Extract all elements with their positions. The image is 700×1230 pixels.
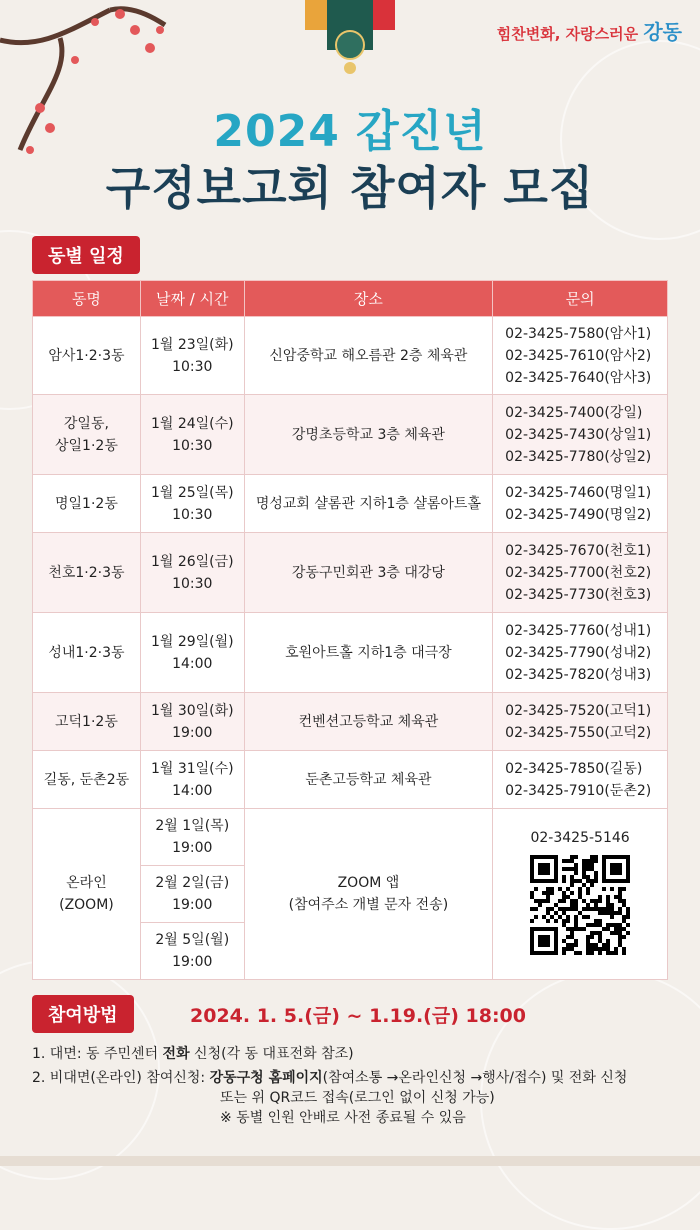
table-row bbox=[33, 693, 668, 751]
logo-name: 강동 bbox=[643, 20, 682, 44]
cell-time: 10:30 bbox=[172, 358, 213, 375]
cell-date: 2월 2일(금) bbox=[155, 875, 230, 891]
logo-slogan: 힘찬변화, 자랑스러운 bbox=[496, 25, 639, 43]
cell-dong: 암사1·2·3동 bbox=[33, 317, 141, 395]
cell-date: 1월 26일(금) bbox=[150, 553, 234, 570]
qr-code-icon[interactable] bbox=[530, 855, 630, 955]
table-header-row bbox=[33, 281, 668, 317]
cell-date: 1월 29일(월) bbox=[150, 633, 234, 650]
cell-contact bbox=[493, 317, 668, 395]
cell-time: 10:30 bbox=[172, 506, 213, 523]
page-title: 구정보고회 참여자 모집 bbox=[105, 161, 595, 215]
cell-date: 2월 5일(월) bbox=[155, 932, 230, 948]
cell-datetime bbox=[140, 923, 244, 980]
method-item1-suffix: 신청(각 동 대표전화 참조) bbox=[189, 1046, 354, 1062]
cell-place: 호원아트홀 지하1층 대극장 bbox=[244, 613, 492, 693]
cell-place-online bbox=[244, 809, 492, 980]
cell-dong: 강일동, 상일1·2동 bbox=[33, 395, 141, 475]
cell-contact-online bbox=[493, 809, 668, 980]
cell-time: 14:00 bbox=[172, 782, 213, 799]
header-contact: 문의 bbox=[493, 281, 668, 317]
cell-time: 19:00 bbox=[172, 724, 213, 741]
method-list bbox=[32, 1044, 627, 1132]
cell-place: 강명초등학교 3층 체육관 bbox=[244, 395, 492, 475]
contact-phone: 02-3425-7850(길동) bbox=[505, 760, 643, 777]
online-place-note: (참여주소 개별 문자 전송) bbox=[288, 897, 449, 913]
header-place: 장소 bbox=[244, 281, 492, 317]
cell-contact bbox=[493, 533, 668, 613]
cell-date: 2월 1일(목) bbox=[155, 818, 230, 834]
cell-place: 둔촌고등학교 체육관 bbox=[244, 751, 492, 809]
cell-contact bbox=[493, 693, 668, 751]
method-item-offline bbox=[32, 1044, 627, 1064]
table-row bbox=[33, 475, 668, 533]
contact-phone: 02-3425-7550(고덕2) bbox=[505, 724, 652, 741]
cell-datetime bbox=[140, 533, 244, 613]
contact-phone: 02-3425-7730(천호3) bbox=[505, 586, 652, 603]
table-row bbox=[33, 317, 668, 395]
contact-phone: 02-3425-7820(성내3) bbox=[505, 666, 652, 683]
cell-datetime bbox=[140, 751, 244, 809]
gangdong-logo bbox=[497, 16, 682, 45]
cell-datetime bbox=[140, 613, 244, 693]
cell-dong: 명일1·2동 bbox=[33, 475, 141, 533]
schedule-table bbox=[32, 280, 668, 980]
table-row-online bbox=[33, 809, 668, 866]
cell-datetime bbox=[140, 395, 244, 475]
cell-dong-online bbox=[33, 809, 141, 980]
cell-date: 1월 31일(수) bbox=[150, 760, 234, 777]
contact-phone: 02-3425-7490(명일2) bbox=[505, 506, 652, 523]
table-row bbox=[33, 395, 668, 475]
cell-date: 1월 23일(화) bbox=[150, 336, 234, 353]
table-row bbox=[33, 751, 668, 809]
application-period: 2024. 1. 5.(금) ~ 1.19.(금) 18:00 bbox=[190, 1005, 526, 1027]
contact-phone: 02-3425-7700(천호2) bbox=[505, 564, 652, 581]
cell-dong: 길동, 둔촌2동 bbox=[33, 751, 141, 809]
header-date: 날짜 / 시간 bbox=[140, 281, 244, 317]
contact-phone: 02-3425-7580(암사1) bbox=[505, 325, 652, 342]
method-item2-note: ※ 동별 인원 안배로 사전 종료될 수 있음 bbox=[220, 1110, 466, 1126]
contact-phone: 02-3425-7670(천호1) bbox=[505, 542, 652, 559]
hanging-ornament-icon bbox=[305, 0, 395, 80]
contact-phone: 02-3425-7780(상일2) bbox=[505, 448, 652, 465]
method-item1-bold: 전화 bbox=[162, 1046, 190, 1062]
cell-contact bbox=[493, 751, 668, 809]
cell-place: 명성교회 샬롬관 지하1층 샬롬아트홀 bbox=[244, 475, 492, 533]
contact-phone: 02-3425-7520(고덕1) bbox=[505, 702, 652, 719]
cell-datetime bbox=[140, 693, 244, 751]
method-item2-suffix: (참여소통 →온라인신청 →행사/접수) 및 전화 신청 bbox=[322, 1070, 628, 1086]
method-item2-prefix: 2. 비대면(온라인) 참여신청: bbox=[32, 1070, 210, 1086]
online-place: ZOOM 앱 bbox=[337, 875, 400, 891]
contact-phone: 02-3425-7790(성내2) bbox=[505, 644, 652, 661]
contact-phone: 02-3425-7400(강일) bbox=[505, 404, 643, 421]
contact-phone: 02-3425-7430(상일1) bbox=[505, 426, 652, 443]
contact-phone: 02-3425-7460(명일1) bbox=[505, 484, 652, 501]
contact-phone: 02-3425-7640(암사3) bbox=[505, 369, 652, 386]
contact-phone: 02-3425-7910(둔촌2) bbox=[505, 782, 652, 799]
cell-place: 강동구민회관 3층 대강당 bbox=[244, 533, 492, 613]
cell-time: 10:30 bbox=[172, 575, 213, 592]
schedule-badge: 동별 일정 bbox=[32, 236, 140, 274]
cell-dong: 천호1·2·3동 bbox=[33, 533, 141, 613]
cell-date: 1월 25일(목) bbox=[150, 484, 234, 501]
cell-contact bbox=[493, 395, 668, 475]
cell-dong: 고덕1·2동 bbox=[33, 693, 141, 751]
cell-date: 1월 30일(화) bbox=[150, 702, 234, 719]
cell-place: 신암중학교 해오름관 2층 체육관 bbox=[244, 317, 492, 395]
title-year: 2024 갑진년 bbox=[213, 106, 487, 157]
cell-contact bbox=[493, 475, 668, 533]
cell-time: 19:00 bbox=[172, 897, 213, 913]
method-item-online bbox=[32, 1068, 627, 1128]
cell-datetime bbox=[140, 866, 244, 923]
table-row bbox=[33, 613, 668, 693]
cell-datetime bbox=[140, 317, 244, 395]
cell-time: 19:00 bbox=[172, 954, 213, 970]
online-zoom-label: (ZOOM) bbox=[59, 897, 114, 913]
method-item2-line2: 또는 위 QR코드 접속(로그인 없이 신청 가능) bbox=[220, 1090, 495, 1106]
cell-time: 19:00 bbox=[172, 840, 213, 856]
bottom-strip bbox=[0, 1156, 700, 1166]
header-dong: 동명 bbox=[33, 281, 141, 317]
cell-contact bbox=[493, 613, 668, 693]
cell-time: 14:00 bbox=[172, 655, 213, 672]
method-item1-prefix: 1. 대면: 동 주민센터 bbox=[32, 1046, 163, 1062]
cell-place: 컨벤션고등학교 체육관 bbox=[244, 693, 492, 751]
cell-dong: 성내1·2·3동 bbox=[33, 613, 141, 693]
cell-datetime bbox=[140, 809, 244, 866]
cell-time: 10:30 bbox=[172, 437, 213, 454]
contact-phone: 02-3425-7760(성내1) bbox=[505, 622, 652, 639]
method-item2-bold: 강동구청 홈페이지 bbox=[209, 1070, 323, 1086]
method-badge: 참여방법 bbox=[32, 995, 134, 1033]
contact-phone: 02-3425-5146 bbox=[530, 829, 630, 846]
contact-phone: 02-3425-7610(암사2) bbox=[505, 347, 652, 364]
online-label: 온라인 bbox=[66, 875, 107, 891]
cell-date: 1월 24일(수) bbox=[150, 415, 234, 432]
cell-datetime bbox=[140, 475, 244, 533]
table-row bbox=[33, 533, 668, 613]
